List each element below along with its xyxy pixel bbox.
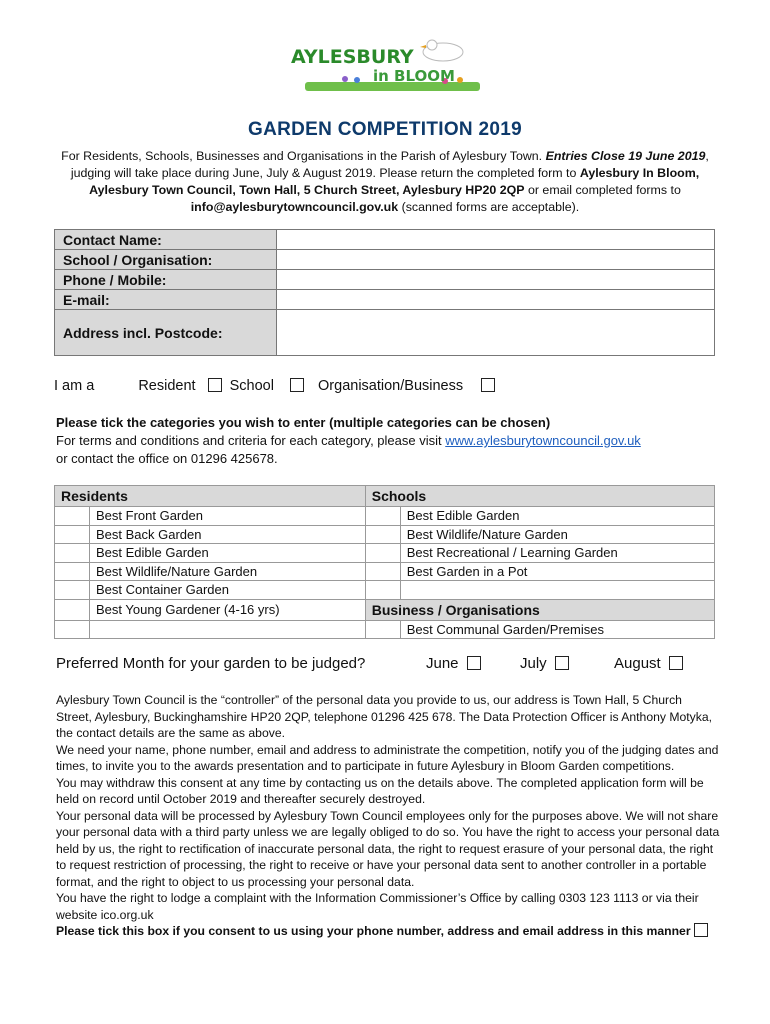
contact-name-field[interactable] <box>277 230 715 250</box>
resident-category: Best Container Garden <box>90 581 366 600</box>
month-question: Preferred Month for your garden to be judged? <box>56 655 366 672</box>
page-title: GARDEN COMPETITION 2019 <box>247 119 522 140</box>
tick-school-edible[interactable] <box>365 507 400 526</box>
i-am-a-row <box>54 378 495 398</box>
intro-part2: , judging will take place during June, July & August 2019. Please return the completed form to <box>70 149 709 180</box>
tick-resident-young[interactable] <box>55 599 90 620</box>
contact-details-table <box>54 229 715 356</box>
privacy-paragraph: Your personal data will be processed by Aylesbury Town Council employees only for the purposes above. We will not share your personal data with a third party unless we are legally obliged to do so. You have the right to access your personal data held by us, the right to rectification of inaccurate personal data, the right to request erasure of your personal data, the right to request restriction of processing, the right to receive or have your personal data sent to another controller in a portable format, and the right to object to us processing your personal data. <box>56 808 720 889</box>
return-address: Aylesbury In Bloom, Aylesbury Town Council, Town Hall, 5 Church Street, Aylesbury HP20 2QP <box>89 166 700 197</box>
intro-part1: For Residents, Schools, Businesses and Organisations in the Parish of Aylesbury Town. <box>61 149 543 163</box>
consent-row <box>56 923 720 940</box>
july-label: July <box>520 655 547 672</box>
contact-email[interactable]: info@aylesburytowncouncil.gov.uk <box>190 200 399 214</box>
july-checkbox[interactable] <box>555 656 569 670</box>
june-checkbox[interactable] <box>467 656 481 670</box>
organisation-label: Organisation/Business <box>318 378 464 394</box>
school-label: School <box>229 378 274 394</box>
june-option <box>426 655 481 672</box>
school-checkbox[interactable] <box>290 378 304 392</box>
resident-category: Best Young Gardener (4-16 yrs) <box>90 599 366 620</box>
august-option <box>614 655 683 672</box>
resident-checkbox[interactable] <box>208 378 222 392</box>
categories-table <box>54 485 715 639</box>
schools-header: Schools <box>365 486 714 507</box>
privacy-notice <box>56 692 720 940</box>
tick-business-communal[interactable] <box>365 620 400 639</box>
blank-cell <box>90 620 366 639</box>
blank-cell <box>400 581 714 600</box>
tick-resident-wildlife[interactable] <box>55 562 90 581</box>
privacy-paragraph: You have the right to lodge a complaint with the Information Commissioner’s Office by calling 0303 123 1113 or via their website ico.org.uk <box>56 891 699 922</box>
address-field[interactable] <box>277 310 715 356</box>
august-label: August <box>614 655 661 672</box>
contact-name-label: Contact Name: <box>55 230 277 250</box>
privacy-paragraph: Aylesbury Town Council is the “controller” of the personal data you provide to us, our address is Town Hall, 5 Church Street, Aylesbury, Buckinghamshire HP20 2QP, telephone 01296 425 678. The Data Protection Officer is Anthony Motyka, the contact details are the same as above. <box>56 693 713 740</box>
resident-label: Resident <box>138 378 196 394</box>
tick-resident-edible[interactable] <box>55 544 90 563</box>
tick-blank[interactable] <box>55 620 90 639</box>
tick-school-recreational[interactable] <box>365 544 400 563</box>
organisation-checkbox[interactable] <box>481 378 495 392</box>
email-field[interactable] <box>277 290 715 310</box>
preferred-month-row <box>56 655 716 675</box>
terms-text: For terms and conditions and criteria for each category, please visit <box>56 433 442 448</box>
address-label: Address incl. Postcode: <box>55 310 277 356</box>
phone-field[interactable] <box>277 270 715 290</box>
consent-checkbox[interactable] <box>694 923 708 937</box>
school-category: Best Edible Garden <box>400 507 714 526</box>
tick-resident-container[interactable] <box>55 581 90 600</box>
entries-close: Entries Close 19 June 2019 <box>545 149 706 163</box>
school-category: Best Wildlife/Nature Garden <box>400 525 714 544</box>
august-checkbox[interactable] <box>669 656 683 670</box>
tick-resident-front[interactable] <box>55 507 90 526</box>
intro-part3: or email completed forms to <box>527 183 681 197</box>
resident-category: Best Edible Garden <box>90 544 366 563</box>
school-category: Best Garden in a Pot <box>400 562 714 581</box>
privacy-paragraph: You may withdraw this consent at any time by contacting us on the details above. The completed application form will be held on record until October 2019 and thereafter securely destroyed. <box>56 775 704 806</box>
i-am-a-label: I am a <box>54 378 95 394</box>
business-category: Best Communal Garden/Premises <box>400 620 714 639</box>
school-org-label: School / Organisation: <box>55 250 277 270</box>
resident-category: Best Wildlife/Nature Garden <box>90 562 366 581</box>
resident-category: Best Front Garden <box>90 507 366 526</box>
aylesbury-in-bloom-logo <box>285 36 485 96</box>
school-org-field[interactable] <box>277 250 715 270</box>
tick-school-wildlife[interactable] <box>365 525 400 544</box>
intro-text <box>52 148 718 216</box>
logo-text-in-bloom: in BLOOM <box>373 67 455 85</box>
email-label: E-mail: <box>55 290 277 310</box>
logo-text-aylesbury: AYLESBURY <box>291 46 414 68</box>
office-contact-text: or contact the office on 01296 425678. <box>56 451 278 466</box>
tick-school-pot[interactable] <box>365 562 400 581</box>
tick-resident-back[interactable] <box>55 525 90 544</box>
june-label: June <box>426 655 459 672</box>
categories-heading: Please tick the categories you wish to enter (multiple categories can be chosen) <box>56 415 551 430</box>
resident-category: Best Back Garden <box>90 525 366 544</box>
school-category: Best Recreational / Learning Garden <box>400 544 714 563</box>
residents-header: Residents <box>55 486 366 507</box>
council-website-link[interactable]: www.aylesburytowncouncil.gov.uk <box>445 433 641 448</box>
privacy-paragraph: We need your name, phone number, email and address to administrate the competition, notify you of the judging dates and times, to invite you to the awards presentation and to participate in future Aylesbury in Bloom Garden competitions. <box>56 742 719 773</box>
consent-text: Please tick this box if you consent to us using your phone number, address and email address in this manner <box>56 924 691 938</box>
tick-blank[interactable] <box>365 581 400 600</box>
categories-terms <box>56 432 756 468</box>
intro-part4: (scanned forms are acceptable). <box>401 200 580 214</box>
business-header: Business / Organisations <box>365 599 714 620</box>
phone-label: Phone / Mobile: <box>55 270 277 290</box>
july-option <box>520 655 569 672</box>
